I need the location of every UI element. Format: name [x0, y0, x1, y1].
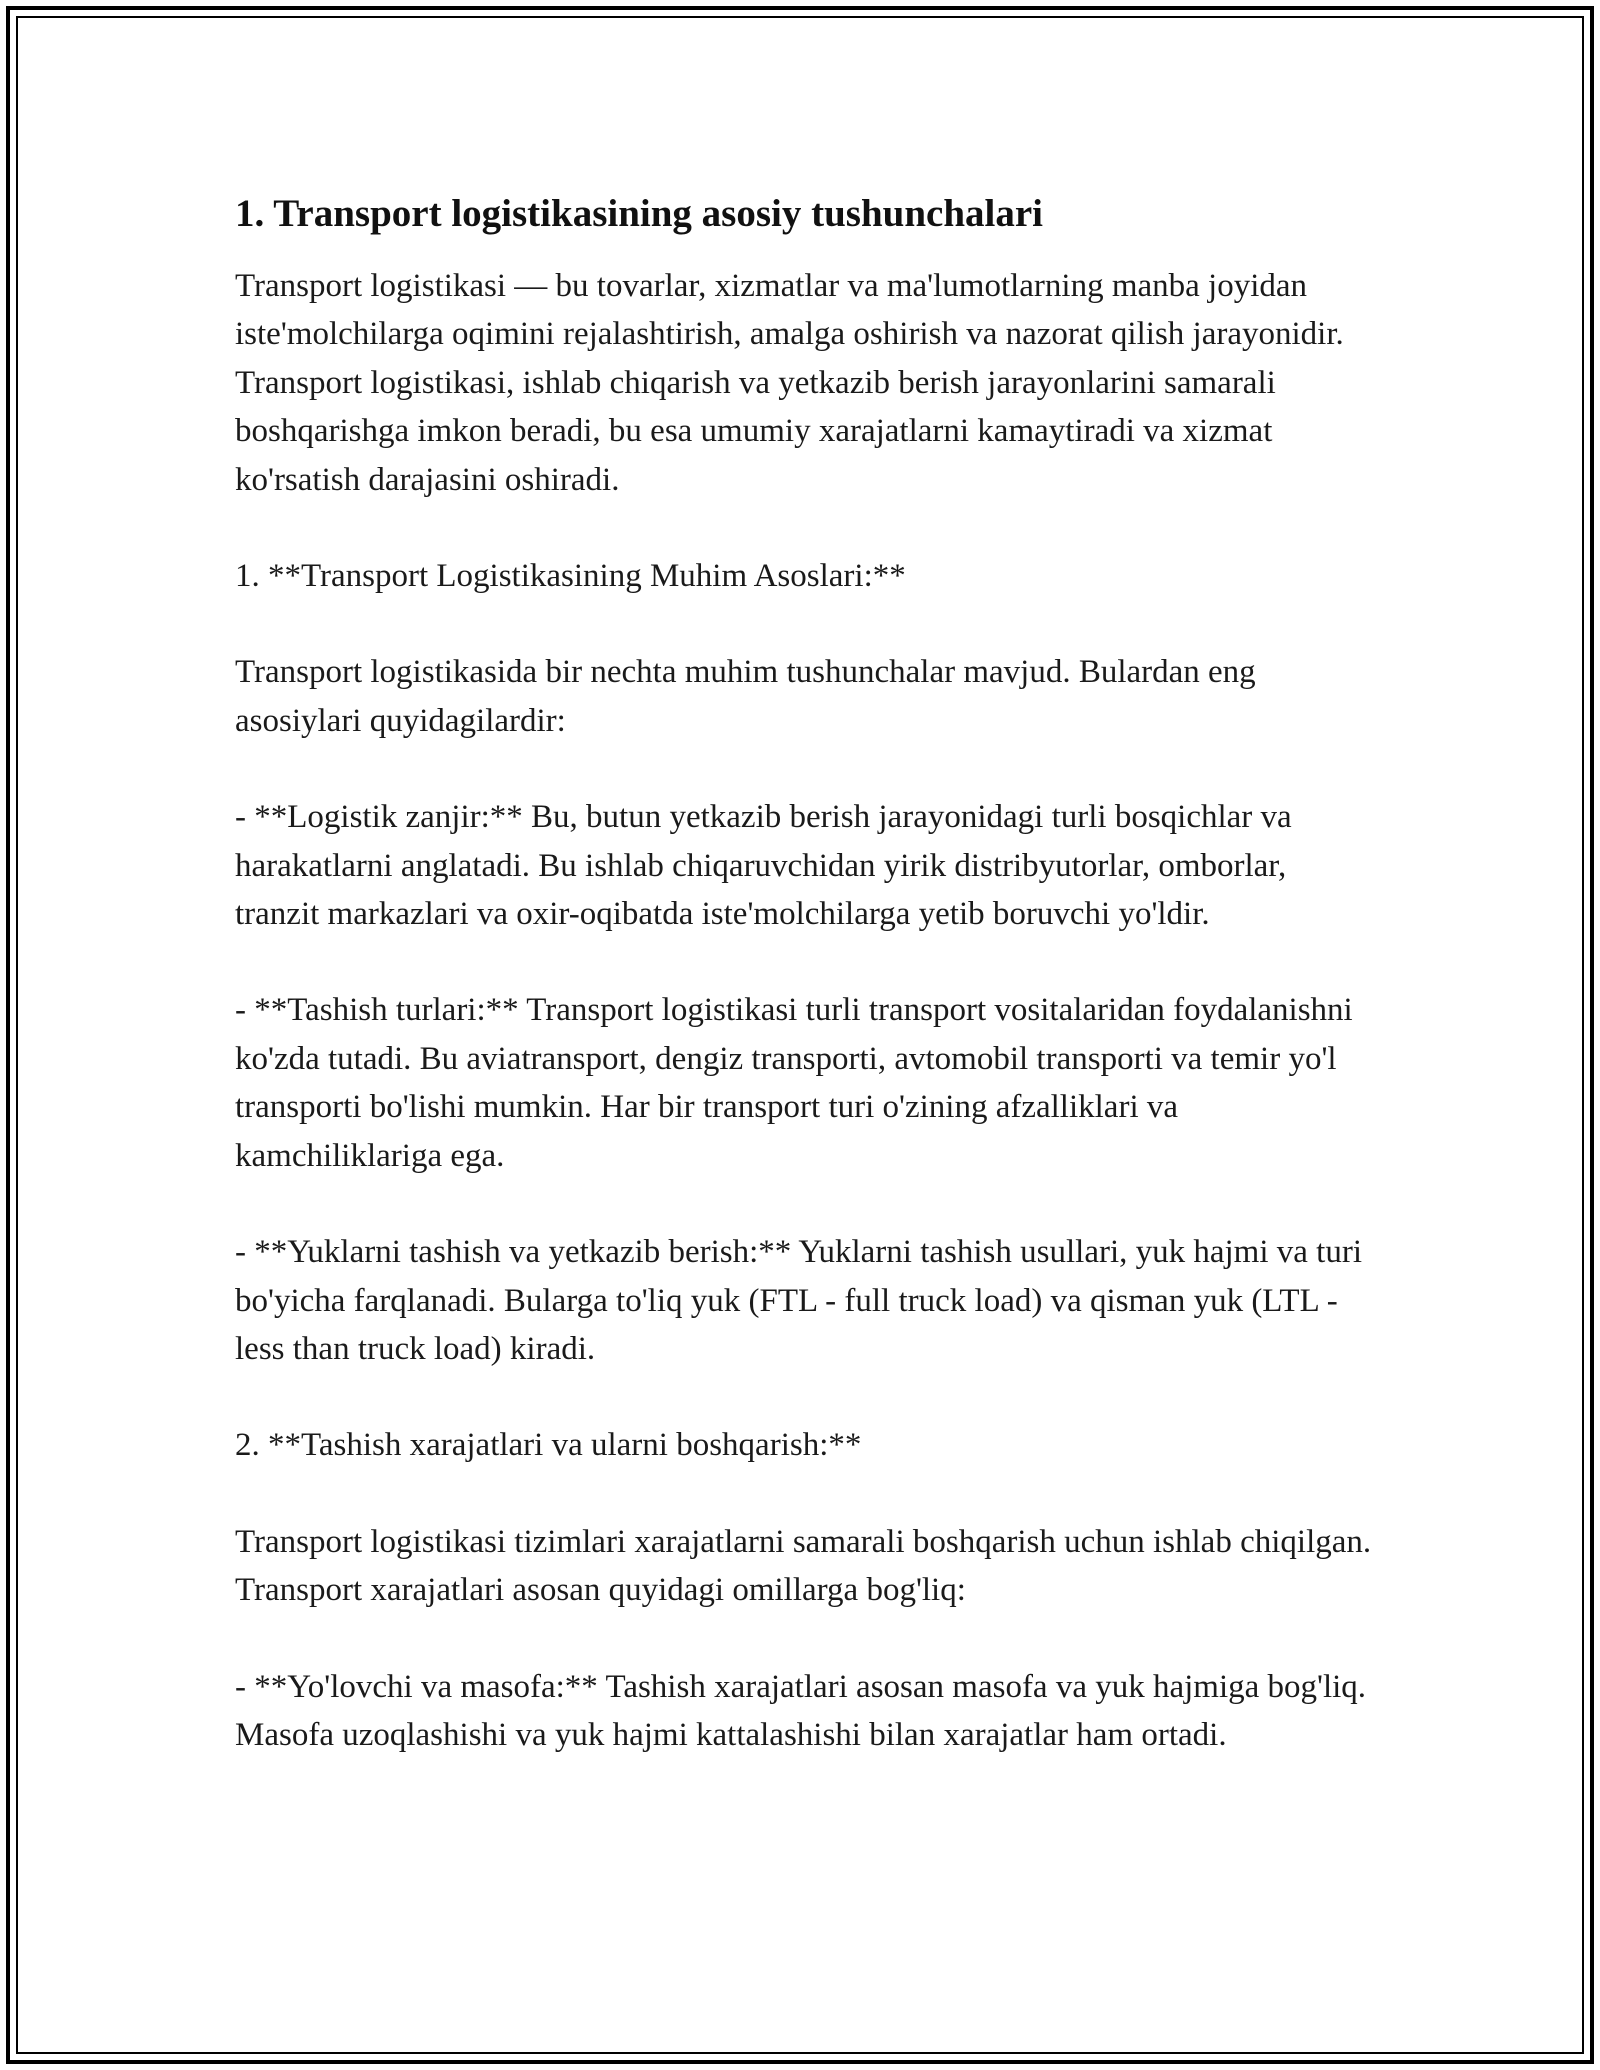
list-item-distance: - **Yo'lovchi va masofa:** Tashish xarajatlari asosan masofa va yuk hajmiga bog'liq. Masofa uzoqlashishi va yuk hajmi kattalashishi bilan xarajatlar ham ortadi. — [235, 1668, 1367, 1753]
subheading-costs: 2. **Tashish xarajatlari va ularni boshqarish:** — [235, 1427, 862, 1464]
list-item-transport-types: - **Tashish turlari:** Transport logistikasi turli transport vositalaridan foydalanishni ko'zda tutadi. Bu aviatransport, dengiz transporti, avtomobil transporti va temir yo'l transporti bo'lishi mumkin. Har bir transport turi o'zining afzalliklari va kamchiliklariga ega. — [235, 992, 1353, 1174]
document-body — [235, 186, 1375, 1807]
paragraph-definition: Transport logistikasi — bu tovarlar, xizmatlar va ma'lumotlarning manba joyidan iste'molchilarga oqimini rejalashtirish, amalga oshirish va nazorat qilish jarayonidir. Transport logistikasi, ishlab chiqarish va yetkazib berish jarayonlarini samarali boshqarishga imkon beradi, bu esa umumiy xarajatlarni kamaytiradi va xizmat ko'rsatish darajasini oshiradi. — [235, 268, 1344, 498]
list-item-cargo-delivery: - **Yuklarni tashish va yetkazib berish:** Yuklarni tashish usullari, yuk hajmi va turi bo'yicha farqlanadi. Bularga to'liq yuk (FTL - full truck load) va qisman yuk (LTL - less than truck load) kiradi. — [235, 1234, 1362, 1367]
paragraph-intro-concepts: Transport logistikasida bir nechta muhim tushunchalar mavjud. Bulardan eng asosiylari quyidagilardir: — [235, 654, 1256, 739]
list-item-logistics-chain: - **Logistik zanjir:** Bu, butun yetkazib berish jarayonidagi turli bosqichlar va harakatlarni anglatadi. Bu ishlab chiqaruvchidan yirik distribyutorlar, omborlar, tranzit markazlari va oxir-oqibatda iste'molchilarga yetib boruvchi yo'ldir. — [235, 799, 1292, 933]
paragraph-cost-factors: Transport logistikasi tizimlari xarajatlarni samarali boshqarish uchun ishlab chiqilgan. Transport xarajatlari asosan quyidagi omillarga bog'liq: — [235, 1523, 1372, 1609]
subheading-basics: 1. **Transport Logistikasining Muhim Asoslari:** — [235, 558, 906, 595]
section-heading: 1. Transport logistikasining asosiy tushunchalari — [235, 192, 1044, 235]
